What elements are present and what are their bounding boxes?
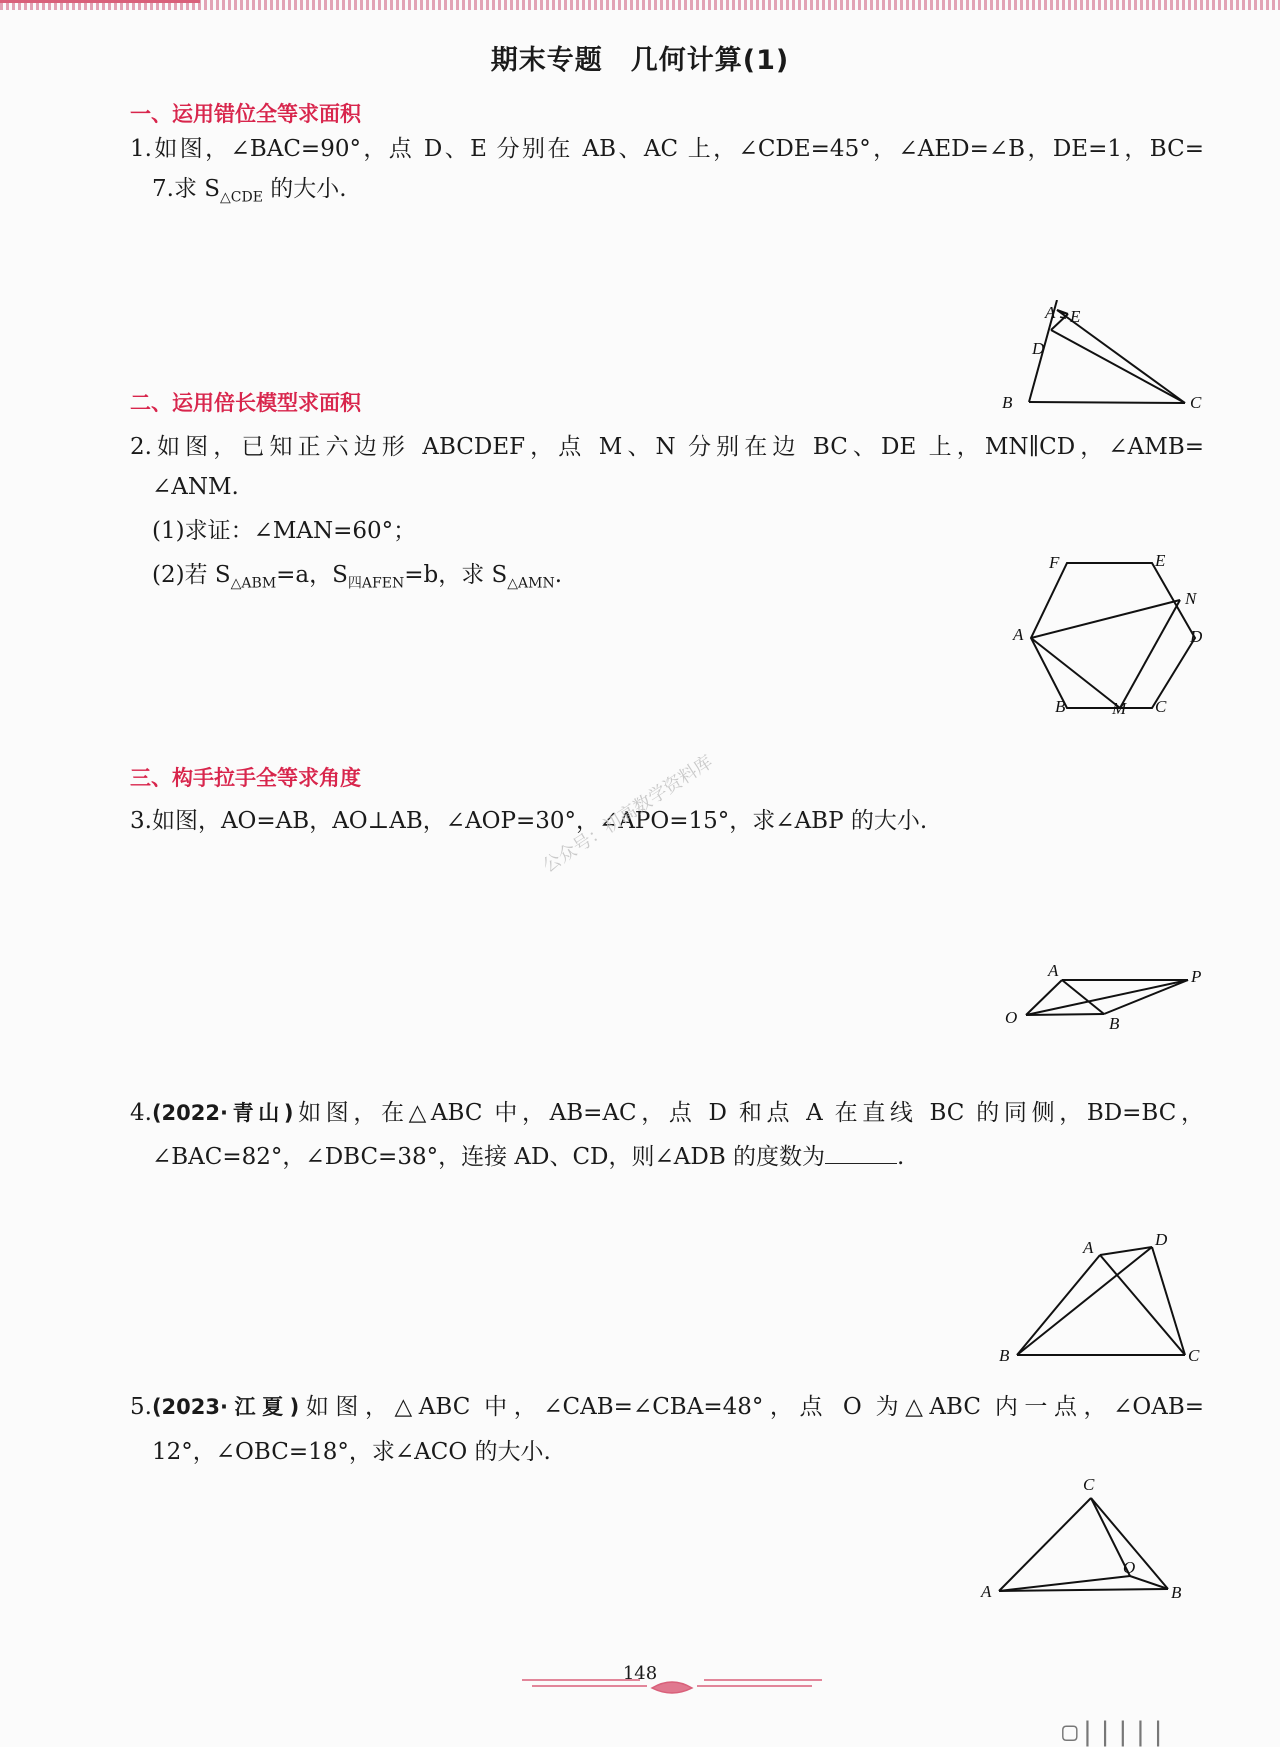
fig2-label-b: B: [1055, 697, 1066, 716]
fig3-label-b: B: [1109, 1014, 1120, 1033]
top-border: [0, 0, 1280, 10]
answer-blank[interactable]: [825, 1143, 897, 1164]
footer-ornament-svg: [522, 1672, 822, 1702]
problem-1-line-1: 1.如图，∠BAC=90°，点 D、E 分别在 AB、AC 上，∠CDE=45°，∠AED=∠B，DE=1，BC=: [130, 136, 1204, 162]
fig3-label-p: P: [1191, 967, 1202, 986]
fig5-label-b: B: [1171, 1583, 1182, 1602]
fig1-label-b: B: [1002, 393, 1013, 412]
section-heading-1: 一、运用错位全等求面积: [130, 102, 361, 126]
fig5-label-c: C: [1083, 1475, 1095, 1494]
figure-1-svg: [990, 300, 1210, 415]
fig4-label-c: C: [1188, 1346, 1200, 1365]
fig5-label-o: O: [1123, 1558, 1136, 1577]
fig2-label-d: D: [1190, 627, 1203, 646]
fig1-label-e: E: [1070, 307, 1081, 326]
fig2-label-e: E: [1155, 551, 1166, 570]
fig3-label-a: A: [1048, 961, 1059, 980]
figure-2: [1005, 548, 1215, 732]
fig4-label-b: B: [999, 1346, 1010, 1365]
page-number: 148: [622, 1663, 658, 1684]
fig1-label-d: D: [1032, 339, 1045, 358]
title-part2: 几何计算(1): [630, 45, 790, 76]
fig2-label-c: C: [1155, 697, 1167, 716]
fig2-label-n: N: [1185, 589, 1197, 608]
fig2-label-f: F: [1049, 553, 1060, 572]
fig1-label-a: A: [1045, 303, 1056, 322]
fig1-label-c: C: [1190, 393, 1202, 412]
problem-1-line-2: 7.求 $S_{\triangle CDE}$ 的大小.: [152, 176, 347, 206]
footer-ornament: [522, 1672, 822, 1706]
problem-5-line-2: 12°，∠OBC=18°，求∠ACO 的大小.: [152, 1439, 551, 1465]
fig2-label-a: A: [1013, 625, 1024, 644]
problem-2-line-3: (1)求证：∠MAN=60°；: [152, 518, 417, 544]
fig5-label-a: A: [981, 1582, 992, 1601]
fig3-label-o: O: [1005, 1008, 1018, 1027]
watermark: 公众号：初高数学资料库: [539, 751, 717, 877]
fig4-label-a: A: [1083, 1238, 1094, 1257]
figure-3: [1000, 955, 1220, 1039]
section-heading-2: 二、运用倍长模型求面积: [130, 391, 361, 415]
figure-4-svg: [995, 1225, 1215, 1365]
ui-corner-mark: ▢|||||: [1062, 1717, 1168, 1747]
problem-4-line-2: ∠BAC=82°，∠DBC=38°，连接 AD、CD，则∠ADB 的度数为 .: [152, 1144, 905, 1170]
figure-1: [990, 300, 1210, 419]
fig4-label-d: D: [1155, 1230, 1168, 1249]
problem-3-line-1: 3.如图，AO=AB，AO⊥AB，∠AOP=30°，∠APO=15°，求∠ABP 的大小.: [130, 808, 928, 834]
section-heading-3: 三、构手拉手全等求角度: [130, 766, 361, 790]
figure-5-svg: [975, 1473, 1215, 1613]
page-title: [0, 38, 1280, 77]
fig2-label-m: M: [1112, 699, 1127, 718]
problem-4-line-1: 4.(2022·青山)如图，在△ABC 中，AB=AC，点 D 和点 A 在直线 BC 的同侧，BD=BC，: [130, 1100, 1204, 1126]
problem-5-line-1: 5.(2023·江夏)如图，△ABC 中，∠CAB=∠CBA=48°，点 O 为△ABC 内一点，∠OAB=: [130, 1394, 1204, 1420]
problem-2-line-1: 2.如图，已知正六边形 ABCDEF，点 M、N 分别在边 BC、DE 上，MN∥CD，∠AMB=: [130, 434, 1204, 460]
title-part1: 期末专题: [490, 45, 603, 76]
figure-5: [975, 1473, 1215, 1617]
figure-2-svg: [1005, 548, 1215, 728]
figure-3-svg: [1000, 955, 1220, 1035]
problem-2-line-4: (2)若 $S_{\triangle ABM}=a$，$S_{四AFEN}=b$，求 $S_{\triangle AMN}$.: [152, 562, 563, 592]
figure-4: [995, 1225, 1215, 1369]
problem-2-line-2: ∠ANM.: [152, 474, 239, 500]
